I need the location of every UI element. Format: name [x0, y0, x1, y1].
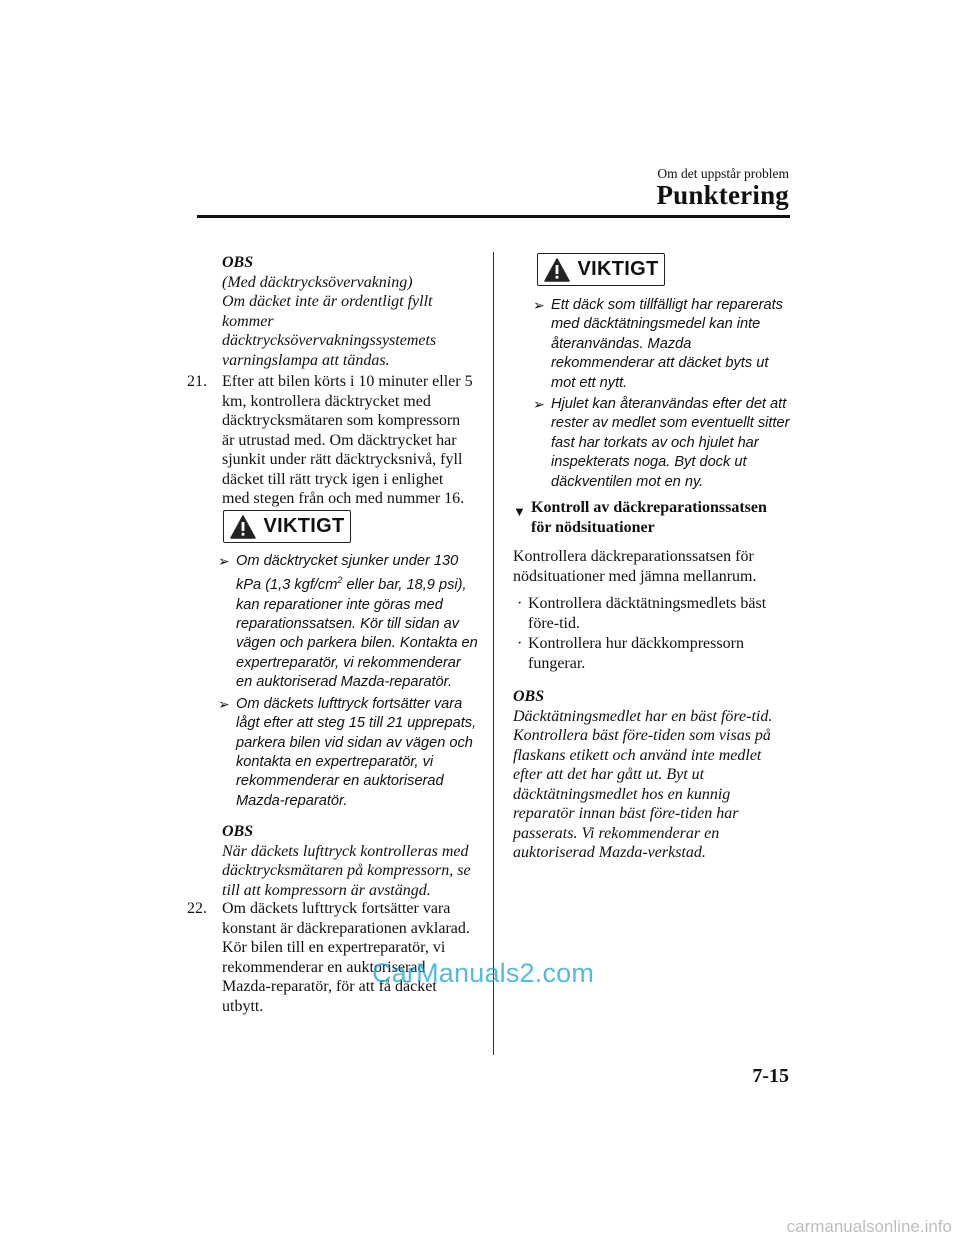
warning-item: ➢ Ett däck som tillfälligt har reparerats med däcktätningsmedel kan inte återanvändas. Mazda rekommenderar att däcket byts ut mot ett nytt.: [533, 297, 783, 391]
bullet-dot-icon: ·: [517, 635, 523, 652]
arrowhead-bullet-icon: ➢: [533, 297, 545, 313]
obs-heading: OBS: [222, 254, 254, 271]
step-line: däcktrycksmätaren som kompressorn: [222, 412, 461, 429]
obs-line: varningslampa att tändas.: [222, 351, 390, 369]
arrowhead-bullet-icon: ➢: [533, 396, 545, 413]
warning-list-right: [533, 296, 795, 494]
obs-line: Om däcket inte är ordentligt fyllt: [222, 293, 433, 310]
arrowhead-bullet-icon: ➢: [218, 553, 230, 569]
warning-item: ➢ Hjulet kan återanvändas efter det att rester av medlet som eventuellt sitter fast har torkats av och hjulet har inspekterats noga. Byt dock ut däckventilen mot en ny.: [533, 396, 790, 490]
obs-heading: OBS: [222, 823, 254, 840]
step-number: 22.: [187, 900, 207, 917]
column-divider: [493, 252, 494, 1055]
warning-label: VIKTIGT: [577, 258, 659, 280]
bullet-dot-icon: ·: [517, 595, 523, 612]
step-line: sjunkit under rätt däcktrycksnivå, fyll: [222, 451, 463, 468]
step-line: utbytt.: [222, 997, 264, 1015]
down-triangle-icon: ▼: [513, 504, 526, 519]
obs-note-2: [222, 822, 471, 900]
arrowhead-bullet-icon: ➢: [218, 695, 230, 712]
section-heading: ▼ Kontroll av däckreparationssatsen för nödsituationer: [513, 499, 767, 536]
obs-line: däcktrycksmätaren på kompressorn, se: [222, 862, 471, 879]
step-line: däcket till rätt tryck igen i enlighet: [222, 470, 444, 488]
obs-line: däcktrycksövervakningssystemets: [222, 332, 437, 349]
warning-item: ➢ Om däckets lufttryck fortsätter vara lågt efter att steg 15 till 21 upprepats, parkera bilen vid sidan av vägen och kontakta en expertreparatör, vi rekommenderar en auktoriserad Mazda-reparatör.: [218, 695, 477, 809]
bullet-item: · Kontrollera däcktätningsmedlets bäst före-tid.: [517, 595, 767, 632]
step-line: Mazda-reparatör, för att få däcket: [222, 978, 437, 995]
step-line: Efter att bilen körts i 10 minuter eller 5: [222, 373, 473, 390]
step-line: konstant är däckreparationen avklarad.: [222, 919, 470, 937]
obs-note-1: [222, 253, 436, 370]
step-line: Kör bilen till en expertreparatör, vi: [222, 939, 446, 956]
step-line: med stegen från och med nummer 16.: [222, 490, 465, 507]
header-rule: [197, 215, 790, 218]
page-title: Punktering: [656, 180, 789, 210]
header-section: Om det uppstår problem: [657, 166, 789, 181]
obs-line: till att kompressorn är avstängd.: [222, 881, 431, 899]
step-line: är utrustad med. Om däcktrycket har: [222, 431, 457, 449]
step-number: 21.: [187, 373, 207, 390]
warning-list-left: [218, 552, 483, 813]
warning-badge-left: [223, 510, 351, 543]
warning-label: VIKTIGT: [263, 515, 345, 537]
step-line: Om däckets lufttryck fortsätter vara: [222, 900, 451, 917]
obs-heading: OBS: [513, 688, 545, 705]
obs-note-right: OBS Däcktätningsmedlet har en bäst före-tid. Kontrollera bäst före-tiden som visas på flaskans etikett och använd inte medlet efter att det har gått ut. Byt ut däcktätningsmedlet hos en kunnig reparatör innan bäst före-tiden har passerats. Vi rekommenderar en auktoriserad Mazda-verkstad.: [513, 688, 773, 861]
watermark-site: carmanualsonline.info: [786, 1217, 952, 1236]
bullet-item: · Kontrollera hur däckkompressorn fungerar.: [517, 635, 744, 672]
watermark-logo: CarManuals2.com: [372, 958, 595, 988]
obs-line: När däckets lufttryck kontrolleras med: [222, 842, 469, 860]
warning-badge-right: [537, 253, 665, 286]
warning-triangle-icon: [230, 515, 256, 539]
step-line: km, kontrollera däcktrycket med: [222, 392, 431, 410]
page-number: 7-15: [752, 1065, 789, 1087]
warning-item: ➢ Om däcktrycket sjunker under 130 kPa (1,3 kgf/$cm^2$ eller bar, 18,9 psi), kan reparationer inte göras med reparationssatsen. Kör till sidan av vägen och parkera bilen. Kontakta en expertreparatör, vi rekommenderar en auktoriserad Mazda-reparatör.: [218, 553, 478, 691]
obs-line: kommer: [222, 312, 274, 330]
step-line: rekommenderar en auktoriserad: [222, 958, 426, 976]
obs-line: (Med däcktrycksövervakning): [222, 273, 413, 291]
step-21: [187, 372, 473, 509]
intro-paragraph: Kontrollera däckreparationssatsen för nödsituationer med jämna mellanrum.: [513, 548, 757, 585]
warning-triangle-icon: [544, 258, 570, 282]
